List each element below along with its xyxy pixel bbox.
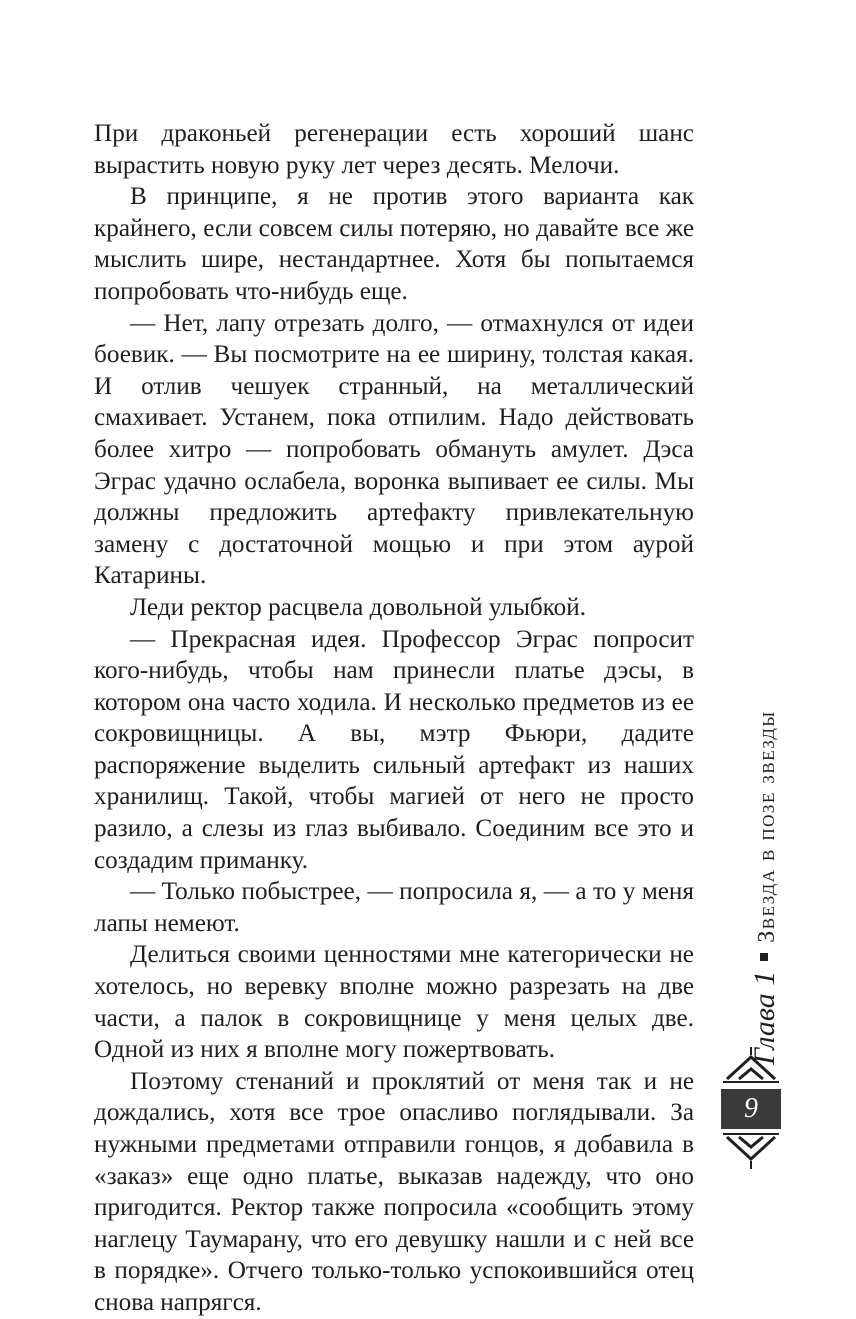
paragraph-7: Делиться своими ценностями мне категорически не хотелось, но веревку вполне можно разрезать на две части, а палок в сокровищнице у меня целых две. Одной из них я вполне могу пожертвовать. <box>94 941 694 1064</box>
paragraph-3: — Нет, лапу отрезать долго, — отмахнулся от идеи боевик. — Вы посмотрите на ее ширину, толстая какая. И отлив чешуек странный, на металлический смахивает. Устанем, пока отпилим. Надо действовать более хитро — попробовать обмануть амулет. Дэса Эграс удачно ослабела, воронка выпивает ее силы. Мы должны предложить артефакту привлекательную замену с достаточной мощью и при этом аурой Катарины. <box>94 309 694 590</box>
paragraph-5: — Прекрасная идея. Профессор Эграс попросит кого-нибудь, чтобы нам принесли платье дэсы, в котором она часто ходила. И несколько предметов из ее сокровищницы. А вы, мэтр Фьюри, дадите распоряжение выделить сильный артефакт из наших хранилищ. Такой, чтобы магией от него не просто разило, а слезы из глаз выбивало. Соединим все это и создадим приманку. <box>94 625 694 874</box>
book-title: Звезда в позе звезды <box>754 710 780 943</box>
paragraph-1: При драконьей регенерации есть хороший шанс вырастить новую руку лет через десять. Мелочи. <box>94 120 694 179</box>
chevron-ornament-up-icon <box>721 1045 781 1085</box>
paragraph-6: — Только побыстрее, — попросила я, — а то у меня лапы немеют. <box>94 878 694 937</box>
paragraph-2: В принципе, я не против этого варианта как крайнего, если совсем силы потеряю, но давайте все же мыслить шире, нестандартнее. Хотя бы попытаемся попробовать что-нибудь еще. <box>94 183 694 305</box>
page-number-box <box>721 1089 781 1129</box>
separator-dot <box>760 953 768 961</box>
body-text <box>94 118 694 1319</box>
chapter-label: Глава 1 <box>748 970 781 1065</box>
page-number: 9 <box>744 1093 758 1124</box>
running-head <box>748 710 782 1065</box>
paragraph-4: Леди ректор расцвела довольной улыбкой. <box>130 593 587 621</box>
paragraph-8: Поэтому стенаний и проклятий от меня так и не дождались, хотя все трое опасливо поглядывали. За нужными предметами отправили гонцов, я добавила в «заказ» еще одно платье, выказав надежду, что оно пригодится. Ректор также попросила «сообщить этому наглецу Таумарану, что его девушку нашли и с ней все в порядке». Отчего только-только успокоившийся отец снова напрягся. <box>94 1067 694 1316</box>
chevron-ornament-down-icon <box>721 1131 781 1171</box>
